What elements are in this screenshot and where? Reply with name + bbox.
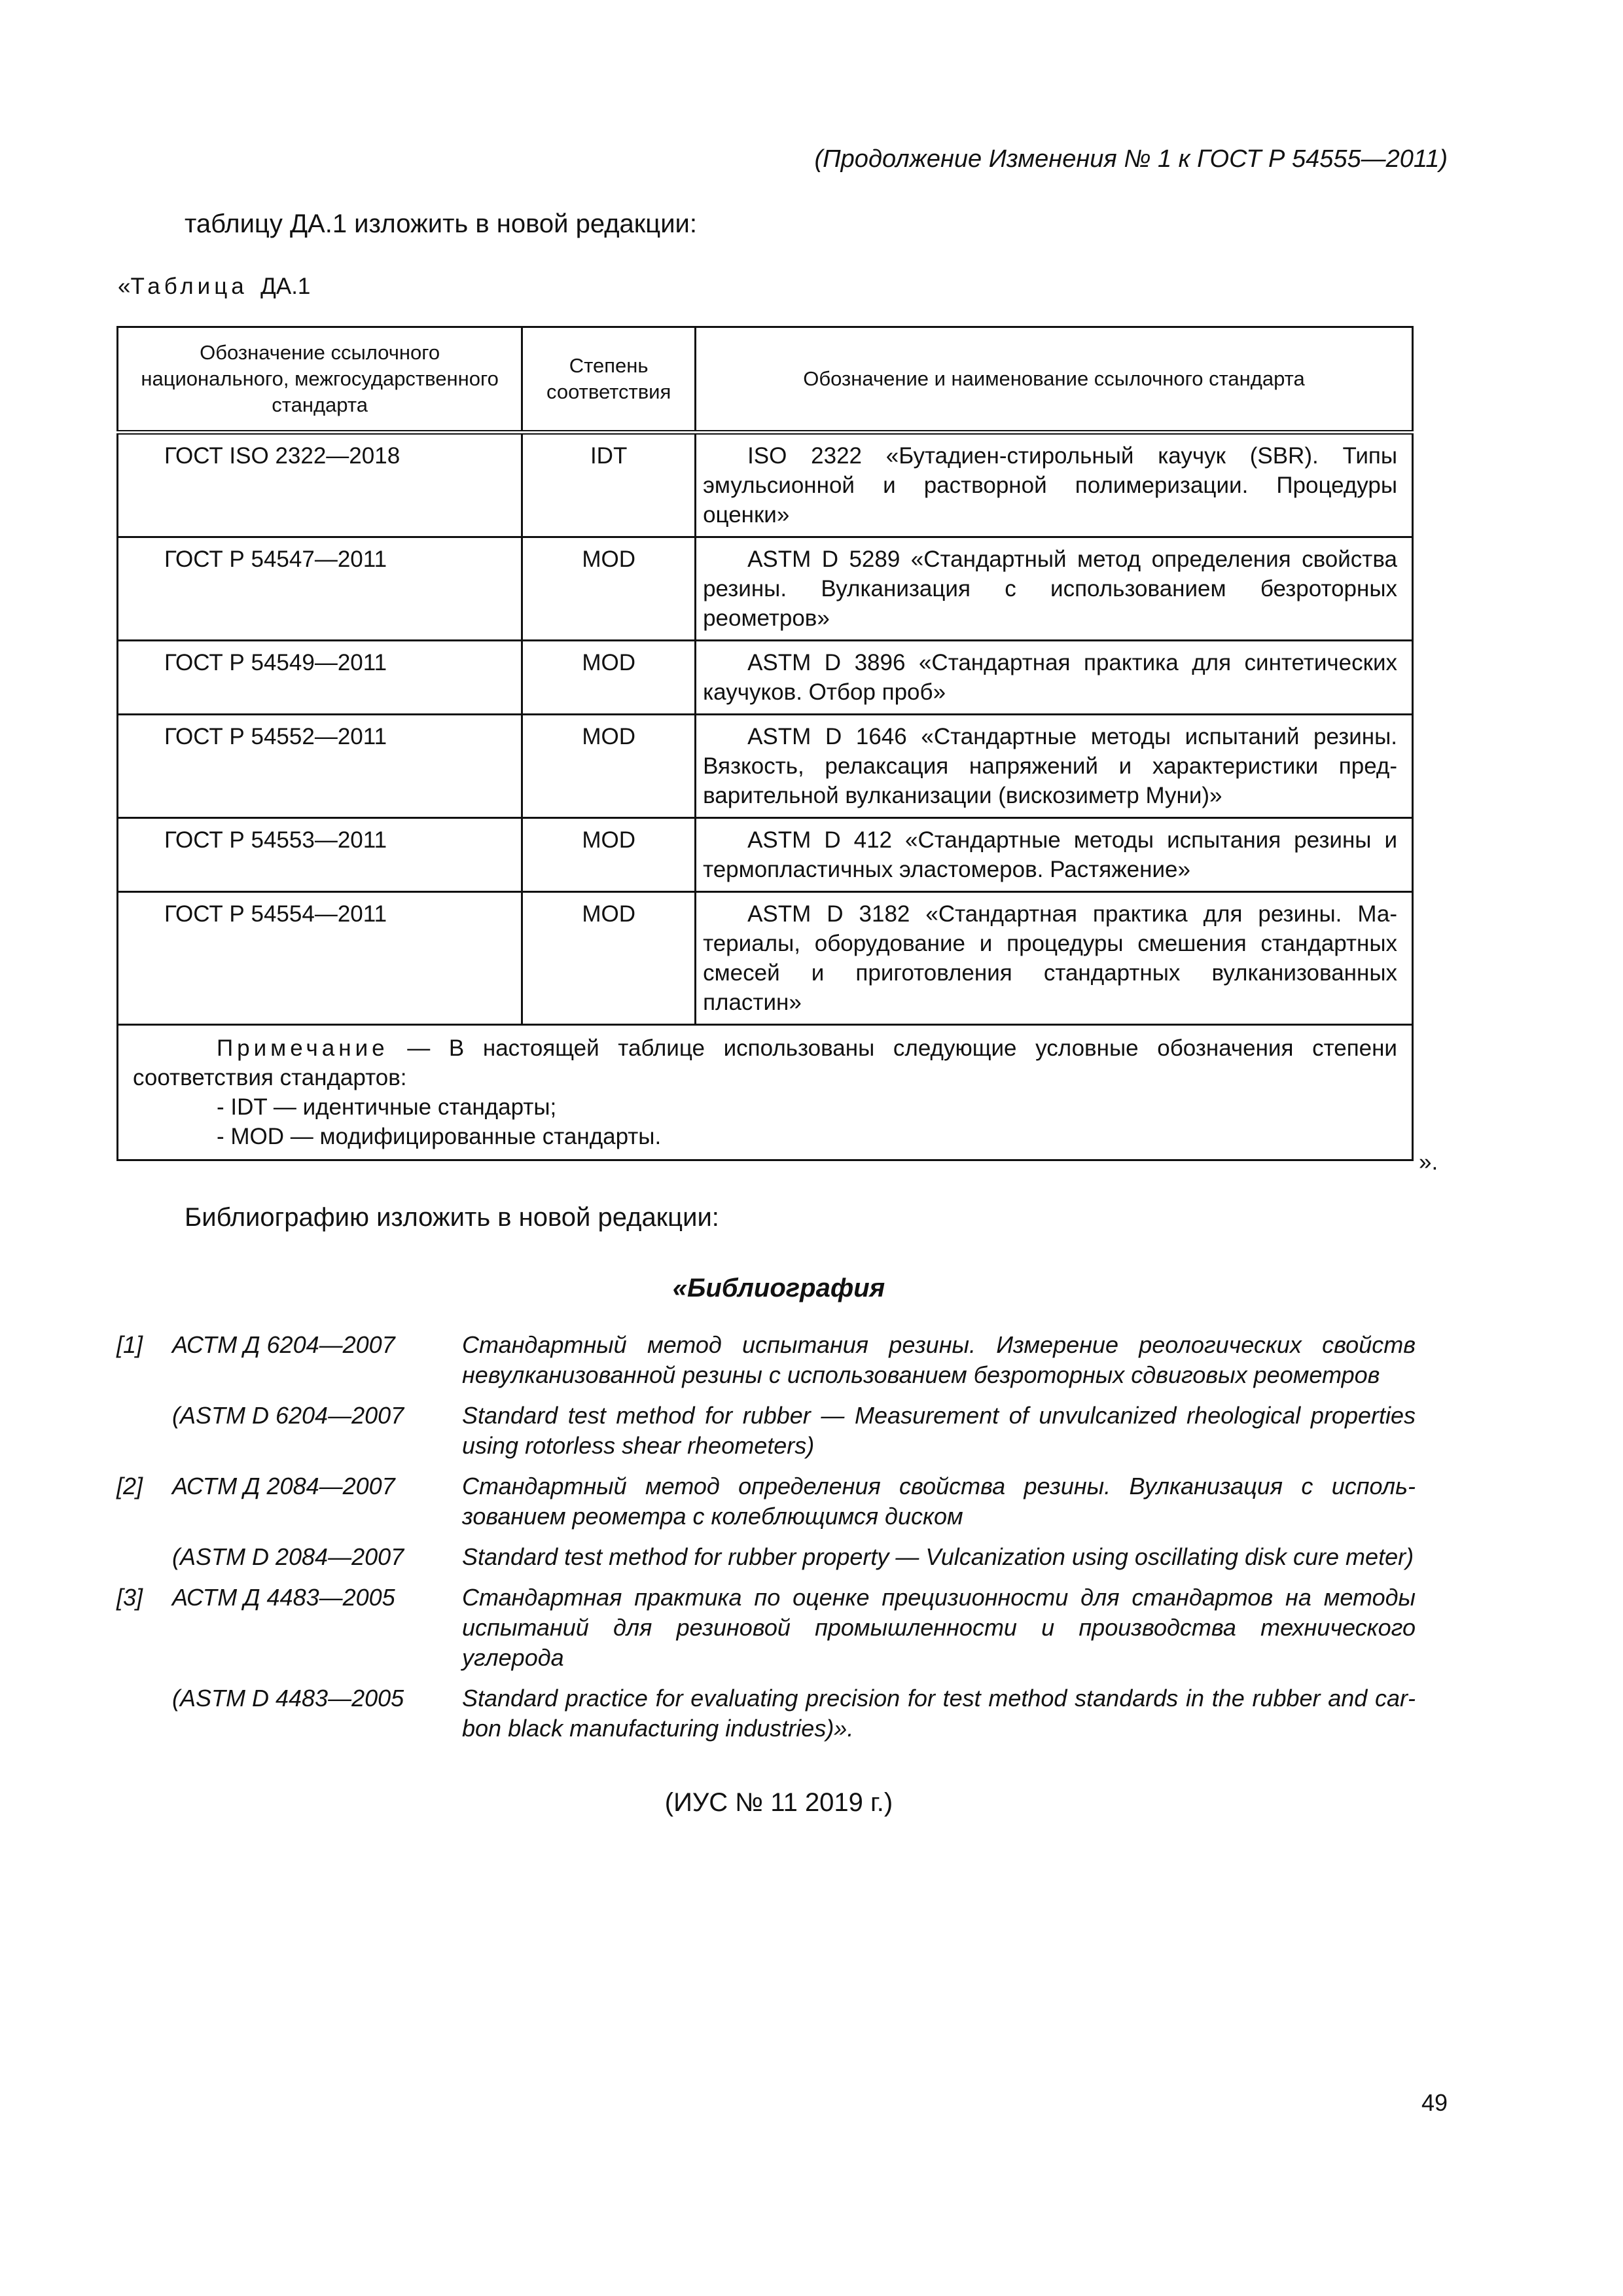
- table-row: [118, 641, 1413, 715]
- entry-number: [2]: [116, 1473, 143, 1499]
- table-caption: [118, 274, 310, 300]
- continuation-header: (Продолжение Изменения № 1 к ГОСТ Р 54555—2011): [814, 145, 1448, 173]
- entry-code: АСТМ Д 4483—2005: [172, 1584, 395, 1611]
- header-degree: Степень соответствия: [522, 327, 696, 433]
- cell-title: ASTM D 412 «Стандартные методы испытания резины и термопластичных эластомеров. Растяжение»: [696, 818, 1413, 892]
- ius-reference: (ИУС № 11 2019 г.): [664, 1788, 893, 1817]
- entry-text: Стандартный метод определения свойства резины. Вулканизация с использованием реометра с колеблющимся диском: [462, 1473, 1416, 1530]
- entry-code: (ASTM D 4483—2005: [172, 1685, 404, 1712]
- table-note-row: [118, 1025, 1413, 1160]
- note-text: — В настоящей таблице использованы следующие условные обозначения степени соответствия стандартов:: [133, 1035, 1397, 1090]
- header-national-standard: Обозначение ссылочного национального, межгосударственного стандарта: [118, 327, 522, 433]
- bibliography-title: «Библиография: [672, 1274, 885, 1302]
- entry-text: Standard test method for rubber — Measurement of unvulcanized rheological properties using rotorless shear rheometers): [462, 1402, 1416, 1459]
- cell-code: ГОСТ Р 54549—2011: [118, 641, 522, 715]
- note-paragraph: [133, 1033, 1397, 1092]
- table-row: [118, 892, 1413, 1025]
- entry-text: Standard practice for evaluating precision for test method standards in the rubber and carbon black manufacturing industries)».: [462, 1685, 1416, 1742]
- cell-code: ГОСТ Р 54552—2011: [118, 715, 522, 818]
- entry-text: Стандартный метод испытания резины. Измерение реологических свойств невулканизованной резины с использованием безроторных сдвиговых реометров: [462, 1331, 1416, 1388]
- note-item-idt: - IDT — идентичные стандарты;: [217, 1094, 557, 1120]
- cell-code: ГОСТ Р 54553—2011: [118, 818, 522, 892]
- caption-id: ДА.1: [260, 274, 311, 299]
- cell-title: ASTM D 3182 «Стандартная практика для резины. Материалы, оборудование и процедуры смешения стандартных смесей и приготовления стандартных вулканизованных пластин»: [696, 892, 1413, 1025]
- cell-title: ASTM D 1646 «Стандартные методы испытаний резины. Вязкость, релаксация напряжений и характеристики предварительной вулканизации (вискозиметр Муни)»: [696, 715, 1413, 818]
- caption-open-quote: «: [118, 274, 131, 299]
- cell-degree: MOD: [522, 818, 696, 892]
- table-closing-quote: ».: [1419, 1149, 1438, 1175]
- page-number: 49: [1421, 2089, 1448, 2116]
- bibliography-entry: [116, 1471, 1416, 1532]
- entry-text: Standard test method for rubber property — Vulcanization using oscillating disk cure meter): [462, 1543, 1414, 1570]
- entry-number: [3]: [116, 1584, 143, 1611]
- header-reference-standard: Обозначение и наименование ссылочного стандарта: [696, 327, 1413, 433]
- cell-title: ASTM D 5289 «Стандартный метод определения свойства резины. Вулканизация с использованием безроторных реометров»: [696, 537, 1413, 641]
- cell-degree: MOD: [522, 715, 696, 818]
- entry-number: [1]: [116, 1331, 143, 1358]
- table-row: [118, 433, 1413, 537]
- note-item-mod: - MOD — модифицированные стандарты.: [217, 1124, 662, 1149]
- cell-degree: MOD: [522, 641, 696, 715]
- cell-degree: IDT: [522, 433, 696, 537]
- cell-degree: MOD: [522, 537, 696, 641]
- table-row: [118, 537, 1413, 641]
- table-row: [118, 715, 1413, 818]
- bibliography-entry: [116, 1683, 1416, 1744]
- cell-degree: MOD: [522, 892, 696, 1025]
- cell-title: ASTM D 3896 «Стандартная практика для синтетических каучуков. Отбор проб»: [696, 641, 1413, 715]
- entry-text: Стандартная практика по оценке прецизионности для стандартов на методы испытаний для резиновой промышленности и производства технического углерода: [462, 1584, 1416, 1671]
- bibliography-entry: [116, 1401, 1416, 1461]
- cell-code: ГОСТ Р 54554—2011: [118, 892, 522, 1025]
- entry-code: (ASTM D 6204—2007: [172, 1402, 404, 1429]
- bibliography-instruction: Библиографию изложить в новой редакции:: [185, 1203, 719, 1232]
- note-label: Примечание: [217, 1035, 389, 1061]
- reference-table: [116, 326, 1414, 1161]
- table-note: [118, 1025, 1413, 1160]
- bibliography-entry: [116, 1583, 1416, 1673]
- table-instruction: таблицу ДА.1 изложить в новой редакции:: [185, 209, 697, 238]
- table-row: [118, 818, 1413, 892]
- table-header-row: [118, 327, 1413, 433]
- cell-title: ISO 2322 «Бутадиен-стирольный каучук (SBR). Типы эмульсионной и растворной полимеризации. Процедуры оценки»: [696, 433, 1413, 537]
- cell-code: ГОСТ Р 54547—2011: [118, 537, 522, 641]
- entry-code: АСТМ Д 2084—2007: [172, 1473, 395, 1499]
- bibliography-list: [116, 1330, 1416, 1754]
- entry-code: (ASTM D 2084—2007: [172, 1543, 404, 1570]
- bibliography-entry: [116, 1542, 1416, 1572]
- entry-code: АСТМ Д 6204—2007: [172, 1331, 395, 1358]
- bibliography-entry: [116, 1330, 1416, 1390]
- caption-word: Таблица: [130, 274, 248, 299]
- cell-code: ГОСТ ISO 2322—2018: [118, 433, 522, 537]
